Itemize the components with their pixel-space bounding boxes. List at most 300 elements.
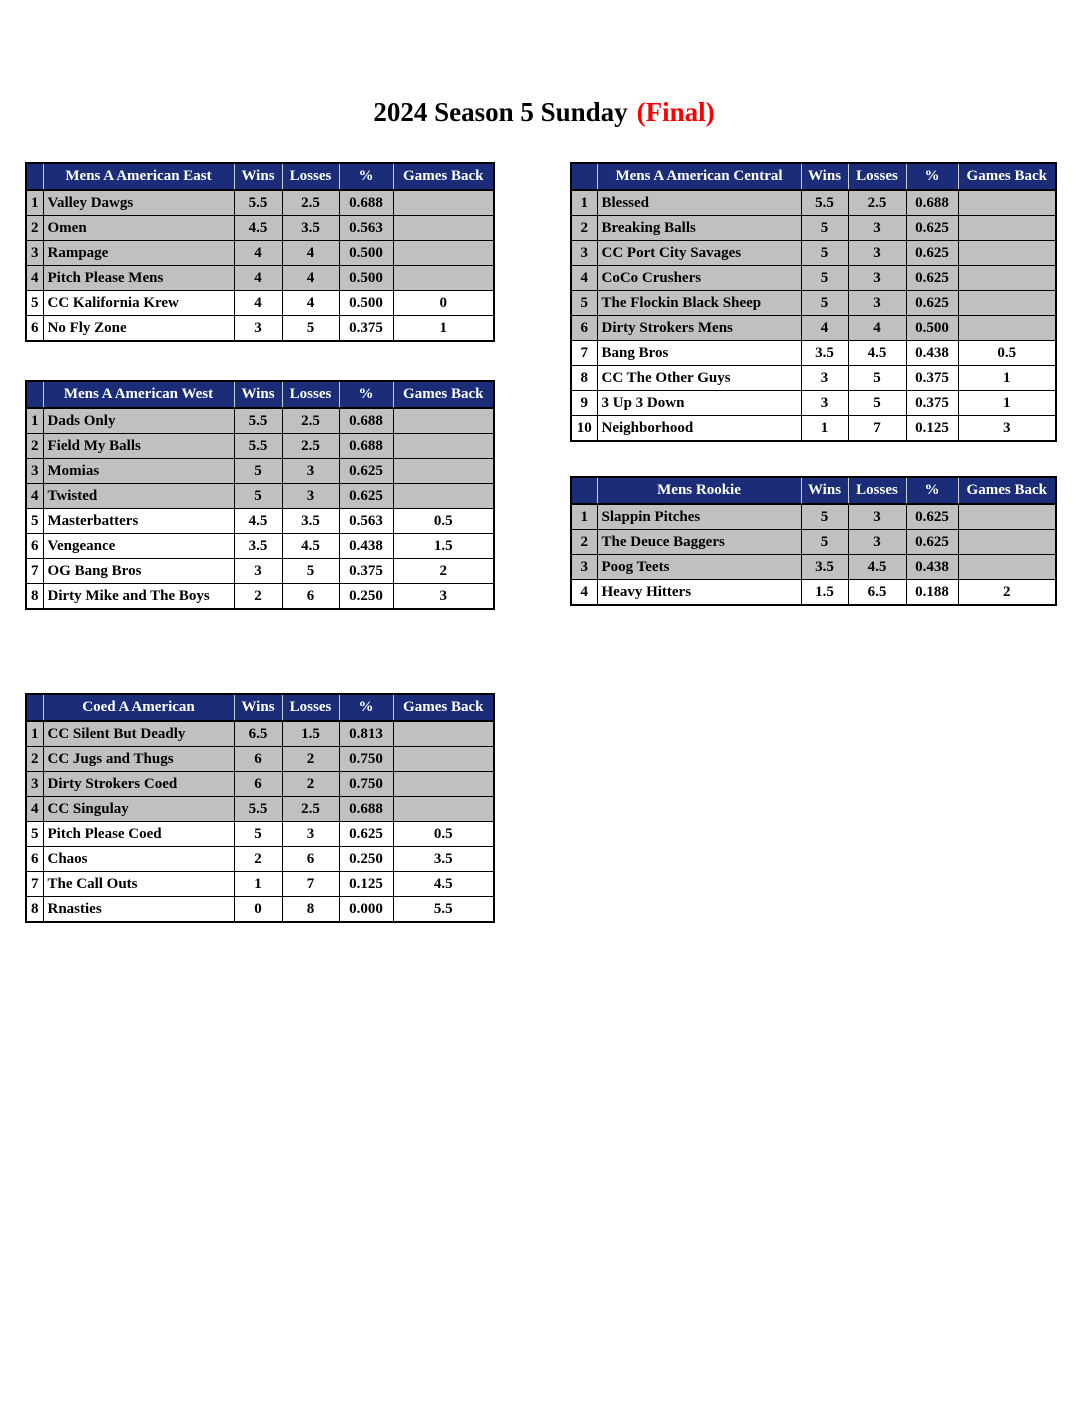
wins-cell: 4.5 <box>234 509 282 534</box>
games-back-header: Games Back <box>393 163 494 190</box>
wins-cell: 4 <box>801 316 848 341</box>
rank-cell: 5 <box>26 822 43 847</box>
wins-cell: 3 <box>234 559 282 584</box>
wins-cell: 5 <box>801 504 848 530</box>
losses-cell: 2.5 <box>282 434 339 459</box>
team-cell: No Fly Zone <box>43 316 234 342</box>
wins-cell: 1 <box>234 872 282 897</box>
table-row <box>26 216 494 241</box>
games-back-header: Games Back <box>958 163 1056 190</box>
rank-cell: 4 <box>26 266 43 291</box>
team-cell: OG Bang Bros <box>43 559 234 584</box>
team-cell: Valley Dawgs <box>43 190 234 216</box>
games-back-cell: 3 <box>958 416 1056 442</box>
table-row <box>571 190 1056 216</box>
pct-cell: 0.438 <box>906 555 958 580</box>
rank-cell: 8 <box>26 897 43 923</box>
table-row <box>26 484 494 509</box>
team-cell: 3 Up 3 Down <box>597 391 801 416</box>
table-row <box>26 408 494 434</box>
losses-cell: 2 <box>282 747 339 772</box>
games-back-cell <box>393 434 494 459</box>
games-back-cell <box>393 459 494 484</box>
wins-cell: 5.5 <box>801 190 848 216</box>
table-row <box>26 316 494 342</box>
losses-cell: 4 <box>848 316 906 341</box>
losses-cell: 3 <box>848 266 906 291</box>
pct-cell: 0.375 <box>339 559 393 584</box>
games-back-cell <box>393 190 494 216</box>
pct-cell: 0.000 <box>339 897 393 923</box>
rank-cell: 5 <box>26 291 43 316</box>
rank-cell: 4 <box>26 797 43 822</box>
losses-cell: 7 <box>282 872 339 897</box>
wins-cell: 3 <box>801 366 848 391</box>
rank-cell: 4 <box>571 580 597 606</box>
losses-header: Losses <box>282 694 339 721</box>
wins-cell: 1.5 <box>801 580 848 606</box>
team-cell: Rnasties <box>43 897 234 923</box>
rank-cell: 2 <box>571 530 597 555</box>
table-row <box>26 584 494 610</box>
rank-cell: 1 <box>26 408 43 434</box>
pct-cell: 0.625 <box>339 459 393 484</box>
wins-header: Wins <box>234 381 282 408</box>
wins-cell: 2 <box>234 584 282 610</box>
pct-cell: 0.375 <box>906 366 958 391</box>
corner-cell <box>26 694 43 721</box>
wins-cell: 5 <box>801 241 848 266</box>
losses-cell: 3 <box>848 216 906 241</box>
losses-cell: 3 <box>848 504 906 530</box>
header-row <box>571 477 1056 504</box>
losses-cell: 6 <box>282 584 339 610</box>
table-row <box>26 190 494 216</box>
games-back-cell: 3 <box>393 584 494 610</box>
table-row <box>26 872 494 897</box>
losses-cell: 5 <box>848 391 906 416</box>
standings-table-mens-a-american-central <box>570 162 1057 442</box>
team-cell: Twisted <box>43 484 234 509</box>
table-row <box>571 530 1056 555</box>
wins-cell: 5 <box>801 530 848 555</box>
pct-header: % <box>339 694 393 721</box>
wins-cell: 4 <box>234 266 282 291</box>
losses-header: Losses <box>282 163 339 190</box>
rank-cell: 2 <box>571 216 597 241</box>
corner-cell <box>571 163 597 190</box>
games-back-cell <box>958 530 1056 555</box>
pct-cell: 0.813 <box>339 721 393 747</box>
page-title <box>0 97 1088 128</box>
rank-cell: 2 <box>26 747 43 772</box>
games-back-cell <box>958 216 1056 241</box>
losses-cell: 6 <box>282 847 339 872</box>
losses-cell: 5 <box>848 366 906 391</box>
games-back-cell <box>393 797 494 822</box>
pct-cell: 0.625 <box>339 822 393 847</box>
table-row <box>26 266 494 291</box>
table-row <box>571 266 1056 291</box>
wins-cell: 5 <box>801 216 848 241</box>
games-back-cell <box>958 504 1056 530</box>
losses-header: Losses <box>282 381 339 408</box>
rank-cell: 7 <box>571 341 597 366</box>
corner-cell <box>26 163 43 190</box>
standings-table <box>25 380 495 610</box>
pct-cell: 0.688 <box>906 190 958 216</box>
pct-header: % <box>339 163 393 190</box>
pct-cell: 0.750 <box>339 747 393 772</box>
wins-cell: 3 <box>801 391 848 416</box>
losses-cell: 2.5 <box>282 797 339 822</box>
table-row <box>571 391 1056 416</box>
losses-cell: 3 <box>848 291 906 316</box>
team-cell: CC Kalifornia Krew <box>43 291 234 316</box>
losses-cell: 4.5 <box>848 341 906 366</box>
standings-table <box>25 162 495 342</box>
team-cell: Poog Teets <box>597 555 801 580</box>
rank-cell: 1 <box>26 190 43 216</box>
header-row <box>571 163 1056 190</box>
table-row <box>26 772 494 797</box>
losses-cell: 8 <box>282 897 339 923</box>
losses-header: Losses <box>848 477 906 504</box>
team-cell: Field My Balls <box>43 434 234 459</box>
games-back-cell <box>958 266 1056 291</box>
rank-cell: 3 <box>26 241 43 266</box>
losses-cell: 4.5 <box>848 555 906 580</box>
standings-table <box>570 476 1057 606</box>
rank-cell: 8 <box>26 584 43 610</box>
table-row <box>571 341 1056 366</box>
losses-cell: 3 <box>282 822 339 847</box>
losses-cell: 5 <box>282 559 339 584</box>
table-title: Coed A American <box>43 694 234 721</box>
team-cell: Bang Bros <box>597 341 801 366</box>
header-row <box>26 381 494 408</box>
games-back-cell <box>958 555 1056 580</box>
rank-cell: 4 <box>571 266 597 291</box>
table-title: Mens A American Central <box>597 163 801 190</box>
header-row <box>26 163 494 190</box>
games-back-cell <box>393 772 494 797</box>
wins-cell: 1 <box>801 416 848 442</box>
pct-cell: 0.125 <box>906 416 958 442</box>
games-back-cell: 0.5 <box>393 822 494 847</box>
page-title-main: 2024 Season 5 Sunday <box>373 97 628 127</box>
wins-cell: 4.5 <box>234 216 282 241</box>
pct-cell: 0.750 <box>339 772 393 797</box>
losses-cell: 2.5 <box>848 190 906 216</box>
table-row <box>571 216 1056 241</box>
pct-cell: 0.688 <box>339 190 393 216</box>
wins-cell: 5 <box>234 459 282 484</box>
games-back-cell: 2 <box>393 559 494 584</box>
losses-cell: 3 <box>282 484 339 509</box>
wins-cell: 3.5 <box>234 534 282 559</box>
games-back-cell <box>393 721 494 747</box>
standings-table-mens-rookie <box>570 476 1057 606</box>
table-row <box>571 555 1056 580</box>
team-cell: CC Singulay <box>43 797 234 822</box>
games-back-header: Games Back <box>958 477 1056 504</box>
losses-cell: 3.5 <box>282 509 339 534</box>
table-row <box>26 559 494 584</box>
table-row <box>571 366 1056 391</box>
losses-cell: 2 <box>282 772 339 797</box>
games-back-cell: 1 <box>393 316 494 342</box>
pct-cell: 0.625 <box>906 530 958 555</box>
rank-cell: 6 <box>26 847 43 872</box>
table-row <box>26 897 494 923</box>
team-cell: Dirty Mike and The Boys <box>43 584 234 610</box>
losses-header: Losses <box>848 163 906 190</box>
team-cell: Momias <box>43 459 234 484</box>
games-back-cell <box>958 241 1056 266</box>
pct-cell: 0.625 <box>339 484 393 509</box>
team-cell: Dads Only <box>43 408 234 434</box>
pct-cell: 0.688 <box>339 797 393 822</box>
standings-table <box>25 693 495 923</box>
losses-cell: 6.5 <box>848 580 906 606</box>
losses-cell: 5 <box>282 316 339 342</box>
wins-cell: 5 <box>234 484 282 509</box>
team-cell: Dirty Strokers Coed <box>43 772 234 797</box>
table-row <box>571 241 1056 266</box>
losses-cell: 3 <box>848 241 906 266</box>
table-row <box>26 291 494 316</box>
pct-cell: 0.438 <box>906 341 958 366</box>
games-back-cell <box>393 408 494 434</box>
table-row <box>26 509 494 534</box>
pct-header: % <box>339 381 393 408</box>
wins-cell: 5 <box>801 266 848 291</box>
table-row <box>26 434 494 459</box>
wins-header: Wins <box>234 694 282 721</box>
pct-header: % <box>906 477 958 504</box>
team-cell: The Call Outs <box>43 872 234 897</box>
wins-cell: 5 <box>234 822 282 847</box>
games-back-cell: 1 <box>958 366 1056 391</box>
standings-table-mens-a-american-east <box>25 162 495 342</box>
pct-cell: 0.250 <box>339 847 393 872</box>
rank-cell: 2 <box>26 216 43 241</box>
pct-cell: 0.688 <box>339 434 393 459</box>
wins-cell: 6 <box>234 747 282 772</box>
team-cell: Vengeance <box>43 534 234 559</box>
pct-cell: 0.688 <box>339 408 393 434</box>
table-row <box>571 291 1056 316</box>
wins-cell: 5 <box>801 291 848 316</box>
wins-cell: 4 <box>234 241 282 266</box>
wins-cell: 6.5 <box>234 721 282 747</box>
wins-cell: 0 <box>234 897 282 923</box>
games-back-cell: 3.5 <box>393 847 494 872</box>
team-cell: Rampage <box>43 241 234 266</box>
losses-cell: 1.5 <box>282 721 339 747</box>
rank-cell: 5 <box>26 509 43 534</box>
team-cell: Heavy Hitters <box>597 580 801 606</box>
team-cell: Slappin Pitches <box>597 504 801 530</box>
pct-cell: 0.625 <box>906 266 958 291</box>
pct-cell: 0.625 <box>906 241 958 266</box>
rank-cell: 3 <box>571 241 597 266</box>
standings-table-mens-a-american-west <box>25 380 495 610</box>
rank-cell: 1 <box>571 190 597 216</box>
games-back-header: Games Back <box>393 381 494 408</box>
games-back-cell <box>393 484 494 509</box>
header-row <box>26 694 494 721</box>
team-cell: The Deuce Baggers <box>597 530 801 555</box>
losses-cell: 4 <box>282 266 339 291</box>
corner-cell <box>26 381 43 408</box>
games-back-cell <box>958 291 1056 316</box>
table-row <box>571 316 1056 341</box>
games-back-cell <box>393 216 494 241</box>
pct-cell: 0.625 <box>906 291 958 316</box>
page-title-status: (Final) <box>636 97 715 127</box>
losses-cell: 4 <box>282 291 339 316</box>
team-cell: Chaos <box>43 847 234 872</box>
rank-cell: 6 <box>26 316 43 342</box>
team-cell: CC Silent But Deadly <box>43 721 234 747</box>
losses-cell: 4.5 <box>282 534 339 559</box>
pct-cell: 0.563 <box>339 216 393 241</box>
standings-table-coed-a-american <box>25 693 495 923</box>
pct-cell: 0.500 <box>339 266 393 291</box>
wins-cell: 3.5 <box>801 555 848 580</box>
wins-header: Wins <box>801 477 848 504</box>
pct-cell: 0.438 <box>339 534 393 559</box>
games-back-cell: 5.5 <box>393 897 494 923</box>
team-cell: CoCo Crushers <box>597 266 801 291</box>
rank-cell: 10 <box>571 416 597 442</box>
team-cell: Pitch Please Coed <box>43 822 234 847</box>
rank-cell: 3 <box>571 555 597 580</box>
team-cell: Neighborhood <box>597 416 801 442</box>
rank-cell: 6 <box>26 534 43 559</box>
team-cell: Dirty Strokers Mens <box>597 316 801 341</box>
pct-cell: 0.625 <box>906 216 958 241</box>
games-back-cell: 0.5 <box>958 341 1056 366</box>
pct-cell: 0.375 <box>339 316 393 342</box>
games-back-cell <box>393 747 494 772</box>
table-row <box>571 416 1056 442</box>
standings-table <box>570 162 1057 442</box>
wins-cell: 2 <box>234 847 282 872</box>
table-row <box>26 459 494 484</box>
games-back-cell: 0 <box>393 291 494 316</box>
rank-cell: 2 <box>26 434 43 459</box>
wins-cell: 3.5 <box>801 341 848 366</box>
table-title: Mens A American West <box>43 381 234 408</box>
table-row <box>26 847 494 872</box>
games-back-cell <box>958 316 1056 341</box>
games-back-cell <box>958 190 1056 216</box>
losses-cell: 3.5 <box>282 216 339 241</box>
rank-cell: 7 <box>26 872 43 897</box>
games-back-header: Games Back <box>393 694 494 721</box>
losses-cell: 7 <box>848 416 906 442</box>
table-row <box>26 534 494 559</box>
rank-cell: 9 <box>571 391 597 416</box>
pct-cell: 0.563 <box>339 509 393 534</box>
table-row <box>571 504 1056 530</box>
team-cell: CC Jugs and Thugs <box>43 747 234 772</box>
games-back-cell <box>393 241 494 266</box>
corner-cell <box>571 477 597 504</box>
games-back-cell: 2 <box>958 580 1056 606</box>
wins-header: Wins <box>234 163 282 190</box>
pct-cell: 0.250 <box>339 584 393 610</box>
team-cell: Pitch Please Mens <box>43 266 234 291</box>
rank-cell: 5 <box>571 291 597 316</box>
pct-cell: 0.375 <box>906 391 958 416</box>
wins-cell: 3 <box>234 316 282 342</box>
team-cell: Masterbatters <box>43 509 234 534</box>
table-row <box>26 797 494 822</box>
wins-cell: 6 <box>234 772 282 797</box>
table-row <box>26 747 494 772</box>
table-row <box>26 822 494 847</box>
losses-cell: 4 <box>282 241 339 266</box>
pct-cell: 0.625 <box>906 504 958 530</box>
team-cell: Breaking Balls <box>597 216 801 241</box>
games-back-cell: 0.5 <box>393 509 494 534</box>
wins-cell: 5.5 <box>234 797 282 822</box>
pct-cell: 0.500 <box>339 241 393 266</box>
games-back-cell: 1.5 <box>393 534 494 559</box>
team-cell: Blessed <box>597 190 801 216</box>
rank-cell: 3 <box>26 459 43 484</box>
team-cell: The Flockin Black Sheep <box>597 291 801 316</box>
losses-cell: 3 <box>848 530 906 555</box>
rank-cell: 8 <box>571 366 597 391</box>
pct-cell: 0.500 <box>906 316 958 341</box>
team-cell: Omen <box>43 216 234 241</box>
games-back-cell: 1 <box>958 391 1056 416</box>
losses-cell: 3 <box>282 459 339 484</box>
rank-cell: 6 <box>571 316 597 341</box>
wins-cell: 5.5 <box>234 434 282 459</box>
rank-cell: 1 <box>571 504 597 530</box>
wins-cell: 4 <box>234 291 282 316</box>
table-title: Mens Rookie <box>597 477 801 504</box>
wins-cell: 5.5 <box>234 190 282 216</box>
wins-cell: 5.5 <box>234 408 282 434</box>
rank-cell: 1 <box>26 721 43 747</box>
pct-header: % <box>906 163 958 190</box>
table-row <box>571 580 1056 606</box>
table-row <box>26 241 494 266</box>
pct-cell: 0.125 <box>339 872 393 897</box>
games-back-cell: 4.5 <box>393 872 494 897</box>
team-cell: CC Port City Savages <box>597 241 801 266</box>
losses-cell: 2.5 <box>282 190 339 216</box>
losses-cell: 2.5 <box>282 408 339 434</box>
pct-cell: 0.188 <box>906 580 958 606</box>
games-back-cell <box>393 266 494 291</box>
table-row <box>26 721 494 747</box>
rank-cell: 4 <box>26 484 43 509</box>
pct-cell: 0.500 <box>339 291 393 316</box>
rank-cell: 7 <box>26 559 43 584</box>
table-title: Mens A American East <box>43 163 234 190</box>
team-cell: CC The Other Guys <box>597 366 801 391</box>
rank-cell: 3 <box>26 772 43 797</box>
wins-header: Wins <box>801 163 848 190</box>
